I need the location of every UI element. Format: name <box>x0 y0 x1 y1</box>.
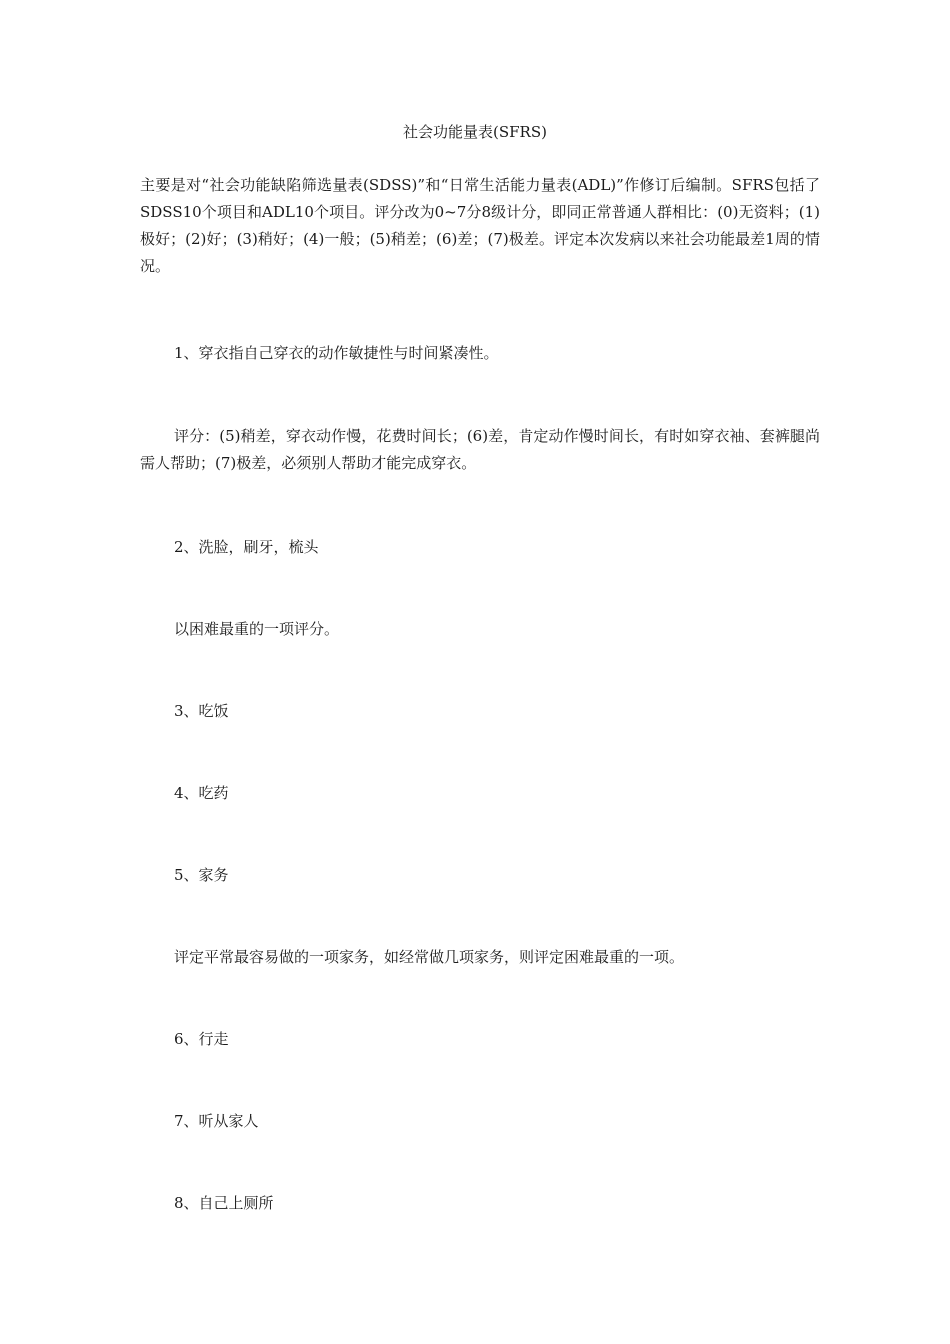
item-obey-family: 7、听从家人 <box>174 1112 259 1130</box>
item-walking: 6、行走 <box>174 1030 229 1048</box>
item-toilet: 8、自己上厕所 <box>174 1194 274 1212</box>
item-washing-note: 以困难最重的一项评分。 <box>174 620 340 638</box>
intro-paragraph: 主要是对“社会功能缺陷筛选量表(SDSS)”和“日常生活能力量表(ADL)”作修订后编制。SFRS包括了SDSS10个项目和ADL10个项目。评分改为0~7分8级计分，即同正常普通人群相比：(0)无资料；(1)极好；(2)好；(3)稍好；(4)一般；(5)稍差；(6)差；(7)极差。评定本次发病以来社会功能最差1周的情况。 <box>140 176 820 275</box>
item-dressing: 1、穿衣指自己穿衣的动作敏捷性与时间紧凑性。 <box>174 344 499 362</box>
item-washing: 2、洗脸，刷牙，梳头 <box>174 538 319 556</box>
document-title: 社会功能量表(SFRS) <box>403 123 547 141</box>
item-dressing-scoring: 评分：(5)稍差，穿衣动作慢，花费时间长；(6)差，肯定动作慢时间长，有时如穿衣袖、套裤腿尚需人帮助；(7)极差，必须别人帮助才能完成穿衣。 <box>140 427 820 472</box>
item-housework: 5、家务 <box>174 866 229 884</box>
item-housework-note: 评定平常最容易做的一项家务，如经常做几项家务，则评定困难最重的一项。 <box>174 948 685 966</box>
item-eating: 3、吃饭 <box>174 702 229 720</box>
item-medication: 4、吃药 <box>174 784 229 802</box>
